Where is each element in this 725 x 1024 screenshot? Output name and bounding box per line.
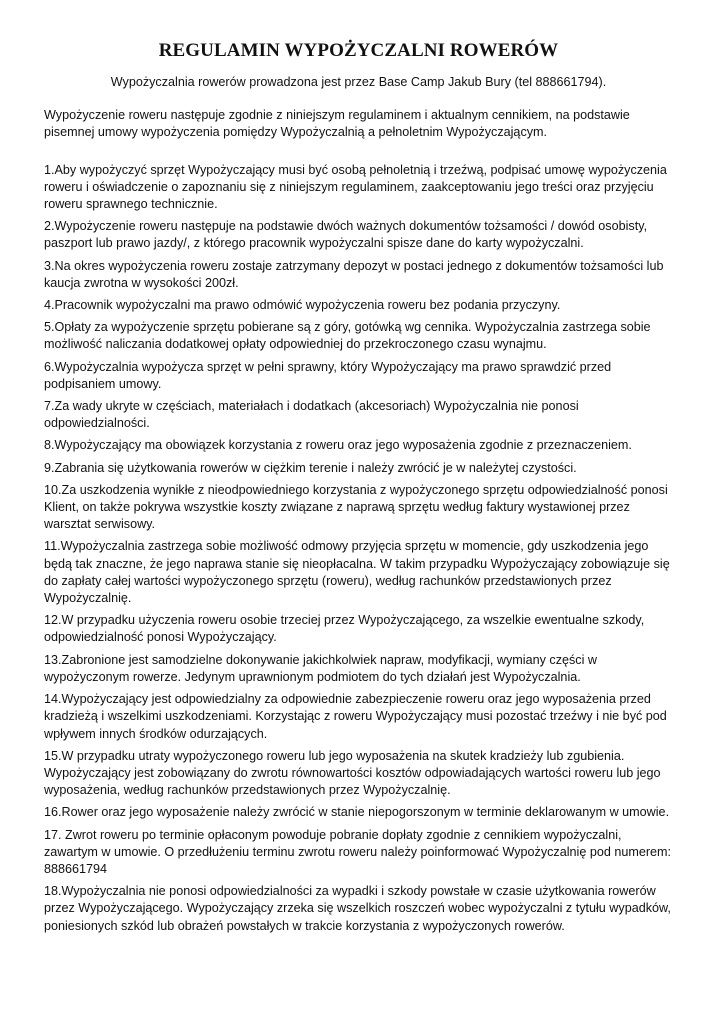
rule-13: 13.Zabronione jest samodzielne dokonywanie jakichkolwiek napraw, modyfikacji, wymiany części w wypożyczonym rowerze. Jedynym uprawnionym podmiotem do tych działań jest Wypożyczalnia. (44, 652, 597, 684)
rule-2: 2.Wypożyczenie roweru następuje na podstawie dwóch ważnych dokumentów tożsamości / dowód osobisty, paszport lub prawo jazdy/, z którego pracownik wypożyczalni spisze dane do karty wypożyczalni. (44, 219, 648, 251)
rule-11: 11.Wypożyczalnia zastrzega sobie możliwość odmowy przyjęcia sprzętu w momencie, gdy uszkodzenia jego będą tak znaczne, że jego naprawa stanie się nieopłacalna. W takim przypadku Wypożyczający zobowiązuje się do zapłaty całej wartości wypożyczonego sprzętu (roweru), według rachunków przedstawionych przez Wypożyczalnię. (44, 539, 670, 606)
rule-1: 1.Aby wypożyczyć sprzęt Wypożyczający musi być osobą pełnoletnią i trzeźwą, podpisać umowę wypożyczenia roweru i oświadczenie o zapoznaniu się z niniejszym regulaminem, zaakceptowaniu jego treści oraz przyjęciu roweru sprawnego technicznie. (44, 162, 667, 212)
rule-4: 4.Pracownik wypożyczalni ma prawo odmówić wypożyczenia roweru bez podania przyczyny. (44, 298, 561, 313)
rule-10: 10.Za uszkodzenia wynikłe z nieodpowiedniego korzystania z wypożyczonego sprzętu odpowiedzialność ponosi Klient, on także pokrywa wszystkie koszty związane z naprawą sprzętu według faktury wystawionej przez warsztat serwisowy. (44, 482, 668, 532)
rule-14: 14.Wypożyczający jest odpowiedzialny za odpowiednie zabezpieczenie roweru oraz jego wyposażenia przed kradzieżą i wszelkimi uszkodzeniami. Korzystając z roweru Wypożyczający musi pozostać trzeźwy i nie być pod wpływem innych środków odurzających. (44, 692, 667, 741)
rule-8: 8.Wypożyczający ma obowiązek korzystania z roweru oraz jego wyposażenia zgodnie z przeznaczeniem. (44, 438, 632, 453)
rule-7: 7.Za wady ukryte w częściach, materiałach i dodatkach (akcesoriach) Wypożyczalnia nie ponosi odpowiedzialności. (44, 399, 579, 431)
document-subtitle: Wypożyczalnia rowerów prowadzona jest przez Base Camp Jakub Bury (tel 888661794). (110, 75, 607, 89)
rule-17: 17. Zwrot roweru po terminie opłaconym powoduje pobranie dopłaty zgodnie z cennikiem wypożyczalni, zawartym w umowie. O przedłużeniu terminu zwrotu roweru należy poinformować Wypożyczalnię pod numerem: 888661794 (44, 827, 672, 876)
rule-3: 3.Na okres wypożyczenia roweru zostaje zatrzymany depozyt w postaci jednego z dokumentów tożsamości lub kaucja zwrotna w wysokości 200zł. (44, 258, 664, 290)
rule-16: 16.Rower oraz jego wyposażenie należy zwrócić w stanie niepogorszonym w terminie deklarowanym w umowie. (44, 805, 670, 820)
rule-12: 12.W przypadku użyczenia roweru osobie trzeciej przez Wypożyczającego, za wszelkie ewentualne szkody, odpowiedzialność ponosi Wypożyczający. (44, 613, 645, 645)
rule-5: 5.Opłaty za wypożyczenie sprzętu pobierane są z góry, gotówką wg cennika. Wypożyczalnia zastrzega sobie możliwość naliczania dodatkowej opłaty odpowiedniej do przekroczonego czasu wynajmu. (44, 320, 651, 352)
document-title: REGULAMIN WYPOŻYCZALNI ROWERÓW (158, 40, 559, 61)
rule-15: 15.W przypadku utraty wypożyczonego roweru lub jego wyposażenia na skutek kradzieży lub zgubienia. Wypożyczający jest zobowiązany do zwrotu równowartości kosztów odpowiadających wartości roweru lub jego wyposażenia, według rachunków przedstawionych przez Wypożyczalnię. (44, 748, 661, 798)
rule-9: 9.Zabrania się użytkowania rowerów w ciężkim terenie i należy zwrócić je w należytej czystości. (44, 460, 577, 475)
rule-18: 18.Wypożyczalnia nie ponosi odpowiedzialności za wypadki i szkody powstałe w czasie użytkowania rowerów przez Wypożyczającego. Wypożyczający zrzeka się wszelkich roszczeń wobec wypożyczalni z tytułu wypadków, poniesionych szkód lub obrażeń powstałych w trakcie korzystania z wypożyczonych rowerów. (44, 884, 671, 933)
rule-6: 6.Wypożyczalnia wypożycza sprzęt w pełni sprawny, który Wypożyczający ma prawo sprawdzić przed podpisaniem umowy. (44, 359, 612, 391)
intro-paragraph: Wypożyczenie roweru następuje zgodnie z niniejszym regulaminem i aktualnym cennikiem, na podstawie pisemnej umowy wypożyczenia pomiędzy Wypożyczalnią a pełnoletnim Wypożyczającym. (44, 108, 630, 140)
rules-list (44, 162, 673, 935)
